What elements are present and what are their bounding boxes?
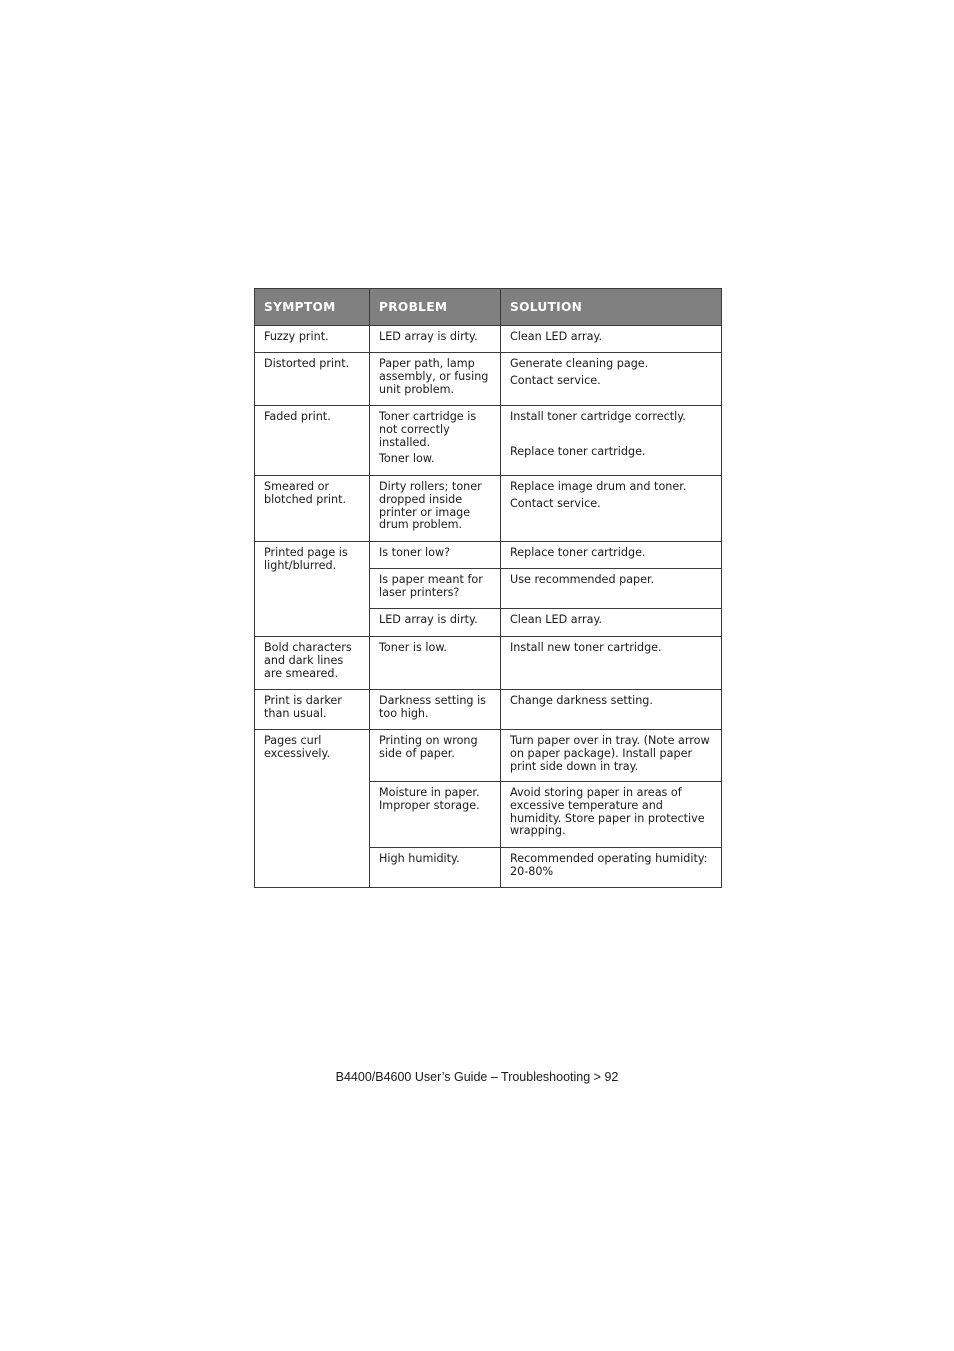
solution-text: Turn paper over in tray. (Note arrow on paper package). Install paper print side down in tray. <box>510 734 710 773</box>
page-footer: B4400/B4600 User’s Guide – Troubleshooting > 92 <box>335 1070 619 1084</box>
solution-text: Clean LED array. <box>510 330 603 343</box>
solution-cell <box>501 542 722 569</box>
problem-cell <box>370 569 501 609</box>
solution-cell <box>501 326 722 353</box>
table-row <box>255 406 722 476</box>
symptom-cell: Faded print. <box>255 406 370 476</box>
table-row <box>255 730 722 782</box>
table-row <box>255 353 722 406</box>
problem-cell <box>370 730 501 782</box>
table-row <box>255 690 722 730</box>
problem-text: LED array is dirty. <box>379 330 478 343</box>
solution-cell <box>501 476 722 542</box>
problem-text: High humidity. <box>379 852 460 865</box>
solution-cell <box>501 637 722 690</box>
solution-text: Install new toner cartridge. <box>510 641 662 654</box>
solution-cell <box>501 782 722 848</box>
problem-cell <box>370 406 501 476</box>
symptom-cell: Printed page is light/blurred. <box>255 542 370 637</box>
symptom-cell: Print is darker than usual. <box>255 690 370 730</box>
solution-text: Change darkness setting. <box>510 694 653 707</box>
problem-text: LED array is dirty. <box>379 613 478 626</box>
solution-cell <box>501 353 722 406</box>
solution-cell <box>501 690 722 730</box>
symptom-cell: Smeared or blotched print. <box>255 476 370 542</box>
problem-cell <box>370 782 501 848</box>
table-header-row <box>255 289 722 326</box>
symptom-cell: Bold characters and dark lines are smeared. <box>255 637 370 690</box>
problem-cell <box>370 848 501 888</box>
table-row <box>255 542 722 569</box>
solution-text: Use recommended paper. <box>510 573 655 586</box>
solution-text: Contact service. <box>510 373 601 387</box>
solution-text: Recommended operating humidity: 20-80% <box>510 852 708 878</box>
problem-text: Moisture in paper. Improper storage. <box>379 786 480 812</box>
problem-text: Toner cartridge is not correctly installed. <box>379 410 477 449</box>
problem-cell <box>370 609 501 637</box>
symptom-cell: Distorted print. <box>255 353 370 406</box>
problem-text: Toner low. <box>379 452 435 466</box>
problem-cell <box>370 476 501 542</box>
problem-text: Is paper meant for laser printers? <box>379 573 483 599</box>
solution-text: Generate cleaning page. <box>510 357 649 370</box>
problem-cell <box>370 637 501 690</box>
table-row <box>255 637 722 690</box>
problem-text: Paper path, lamp assembly, or fusing unit problem. <box>379 357 489 396</box>
problem-text: Is toner low? <box>379 546 451 559</box>
problem-cell <box>370 690 501 730</box>
solution-cell <box>501 406 722 476</box>
solution-cell <box>501 609 722 637</box>
solution-text: Clean LED array. <box>510 613 603 626</box>
problem-text: Toner is low. <box>379 641 448 654</box>
solution-cell <box>501 730 722 782</box>
table-row <box>255 326 722 353</box>
problem-text: Darkness setting is too high. <box>379 694 487 720</box>
symptom-cell: Pages curl excessively. <box>255 730 370 888</box>
problem-cell <box>370 353 501 406</box>
solution-text: Avoid storing paper in areas of excessive temperature and humidity. Store paper in protective wrapping. <box>510 786 705 838</box>
problem-cell <box>370 542 501 569</box>
header-symptom: SYMPTOM <box>255 289 370 326</box>
solution-text: Contact service. <box>510 496 601 510</box>
problem-text: Dirty rollers; toner dropped inside printer or image drum problem. <box>379 480 482 532</box>
solution-text: Install toner cartridge correctly. <box>510 410 686 423</box>
solution-cell <box>501 848 722 888</box>
troubleshooting-table <box>254 288 722 888</box>
header-solution: SOLUTION <box>501 289 722 326</box>
problem-cell <box>370 326 501 353</box>
solution-text: Replace toner cartridge. <box>510 546 646 559</box>
header-problem: PROBLEM <box>370 289 501 326</box>
solution-cell <box>501 569 722 609</box>
problem-text: Printing on wrong side of paper. <box>379 734 478 760</box>
table-row <box>255 476 722 542</box>
solution-text: Replace toner cartridge. <box>510 444 646 458</box>
solution-text: Replace image drum and toner. <box>510 480 687 493</box>
symptom-cell: Fuzzy print. <box>255 326 370 353</box>
